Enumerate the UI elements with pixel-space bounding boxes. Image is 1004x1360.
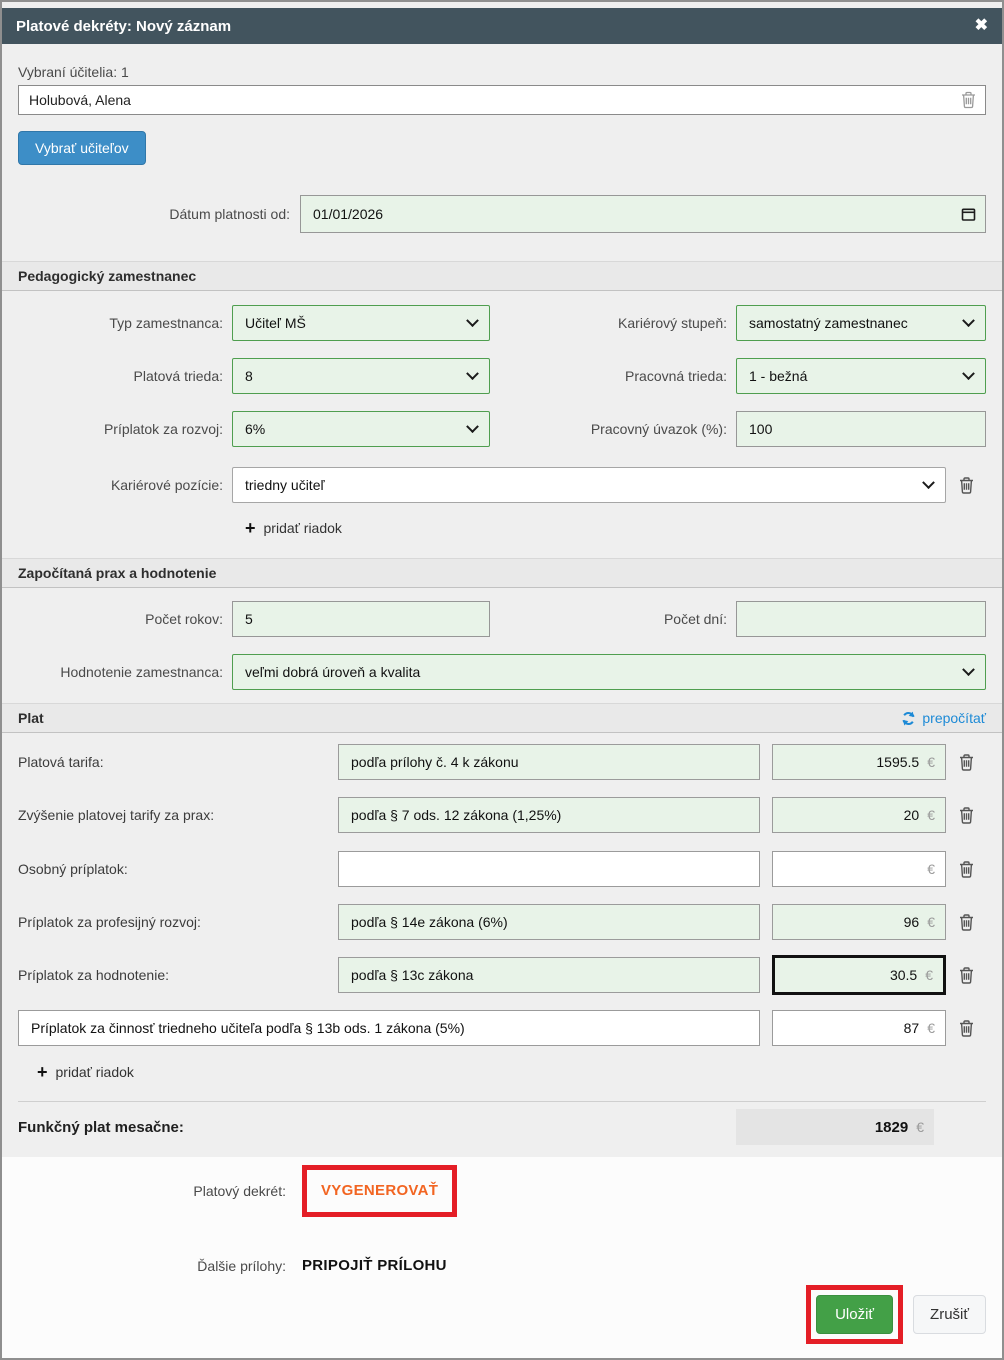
days-count-input[interactable] [736,601,986,637]
chevron-down-icon [466,314,479,327]
validity-date-input[interactable] [300,195,986,233]
dialog-titlebar [2,8,1002,44]
employee-type-select[interactable] [232,305,490,341]
professional-development-amount[interactable] [772,904,946,940]
delete-row-trash-icon[interactable] [959,754,974,771]
teacher-field-wrap [18,85,986,115]
teacher-name-field[interactable] [18,85,986,115]
cancel-button[interactable]: Zrušiť [913,1295,986,1334]
workload-label: Pracovný úvazok (%): [590,421,727,437]
attach-file-link[interactable]: PRIPOJIŤ PRÍLOHU [302,1257,447,1274]
section-plat-header [2,703,1002,733]
section-plat-title: Plat [18,710,44,726]
evaluation-label: Hodnotenie zamestnanca: [60,664,223,680]
section-prax-title: Započítaná prax a hodnotenie [18,565,217,581]
work-class-value: 1 - bežná [749,368,808,384]
total-amount-value: 1829 [874,1118,909,1136]
euro-sign: € [927,1020,935,1036]
other-attachments-label: Ďalšie prílohy: [197,1257,286,1274]
chevron-down-icon [962,663,975,676]
add-career-position-row[interactable] [245,519,986,537]
plus-icon: + [245,518,256,538]
salary-tariff-amount[interactable] [772,744,946,780]
chevron-down-icon [466,367,479,380]
years-count-label: Počet rokov: [145,611,223,627]
salary-tariff-desc-input[interactable] [338,744,760,780]
recalculate-label: prepočítať [922,710,986,726]
tariff-increase-desc-input[interactable] [338,797,760,833]
delete-row-trash-icon[interactable] [959,1020,974,1037]
career-level-select[interactable] [736,305,986,341]
workload-input[interactable] [736,411,986,447]
career-level-label: Kariérový stupeň: [618,315,727,331]
amount-value: 1595.5 [876,754,920,770]
evaluation-bonus-amount-focused[interactable] [772,955,946,995]
validity-date-label: Dátum platnosti od: [169,206,290,222]
euro-sign: € [927,861,935,877]
development-bonus-label: Príplatok za rozvoj: [103,421,223,437]
salary-decree-label: Platový dekrét: [193,1183,286,1199]
development-bonus-value: 6% [245,421,266,437]
days-count-label: Počet dní: [663,611,727,627]
euro-sign: € [925,967,933,983]
evaluation-bonus-label: Príplatok za hodnotenie: [18,967,169,983]
class-teacher-bonus-desc-input[interactable] [18,1010,760,1046]
delete-row-trash-icon[interactable] [959,967,974,984]
add-salary-row[interactable] [37,1063,986,1081]
select-teachers-button[interactable]: Vybrať učiteľov [18,131,146,165]
chevron-down-icon [466,420,479,433]
professional-development-desc-input[interactable] [338,904,760,940]
add-row-label: pridať riadok [263,520,342,536]
career-positions-label: Kariérové pozície: [110,477,223,493]
evaluation-select[interactable] [232,654,986,690]
employee-type-value: Učiteľ MŠ [245,315,306,331]
plus-icon: + [37,1062,48,1082]
years-count-input[interactable] [232,601,490,637]
close-icon[interactable]: ✖ [974,17,988,34]
euro-sign: € [916,1119,924,1135]
career-positions-select[interactable] [232,467,946,503]
annotation-highlight-save [806,1285,903,1344]
generate-decree-link[interactable]: VYGENEROVAŤ [321,1182,439,1199]
salary-tariff-label: Platová tarifa: [18,754,104,770]
salary-class-label: Platová trieda: [133,368,223,384]
section-pedagog-header [2,261,1002,291]
euro-sign: € [927,914,935,930]
delete-row-trash-icon[interactable] [959,861,974,878]
recalculate-link[interactable] [901,710,986,726]
career-level-value: samostatný zamestnanec [749,315,908,331]
evaluation-bonus-desc-input[interactable] [338,957,760,993]
monthly-salary-total-label: Funkčný plat mesačne: [18,1118,184,1136]
amount-value: 96 [903,914,920,930]
personal-bonus-desc-input[interactable] [338,851,760,887]
divider [18,1101,986,1102]
section-pedagog-title: Pedagogický zamestnanec [18,268,197,284]
personal-bonus-amount[interactable] [772,851,946,887]
tariff-increase-amount[interactable] [772,797,946,833]
euro-sign: € [927,807,935,823]
validity-date-wrap [300,195,986,233]
save-button[interactable]: Uložiť [816,1295,893,1334]
development-bonus-select[interactable] [232,411,490,447]
salary-class-value: 8 [245,368,253,384]
chevron-down-icon [962,314,975,327]
dialog-title: Platové dekréty: Nový záznam [16,17,232,35]
remove-teacher-trash-icon[interactable] [961,92,976,109]
euro-sign: € [927,754,935,770]
section-prax-header [2,558,1002,588]
monthly-salary-total-box [736,1109,934,1145]
tariff-increase-label: Zvýšenie platovej tarify za prax: [18,807,215,823]
annotation-highlight-decree [302,1165,457,1217]
class-teacher-bonus-amount[interactable] [772,1010,946,1046]
refresh-icon [901,711,916,726]
selected-teachers-label: Vybraní účitelia: 1 [18,64,129,80]
chevron-down-icon [962,367,975,380]
delete-career-position-trash-icon[interactable] [959,477,974,494]
personal-bonus-label: Osobný príplatok: [18,861,128,877]
amount-value: 30.5 [889,967,918,983]
salary-class-select[interactable] [232,358,490,394]
employee-type-label: Typ zamestnanca: [109,315,223,331]
dialog-footer-area [2,1157,1002,1358]
professional-development-label: Príplatok za profesijný rozvoj: [18,914,201,930]
amount-value: 87 [903,1020,920,1036]
work-class-select[interactable] [736,358,986,394]
evaluation-value: veľmi dobrá úroveň a kvalita [245,664,421,680]
work-class-label: Pracovná trieda: [625,368,727,384]
delete-row-trash-icon[interactable] [959,914,974,931]
delete-row-trash-icon[interactable] [959,807,974,824]
chevron-down-icon [922,476,935,489]
add-row-label: pridať riadok [55,1064,134,1080]
amount-value: 20 [903,807,920,823]
career-positions-value: triedny učiteľ [245,477,325,493]
calendar-icon[interactable] [961,207,976,222]
